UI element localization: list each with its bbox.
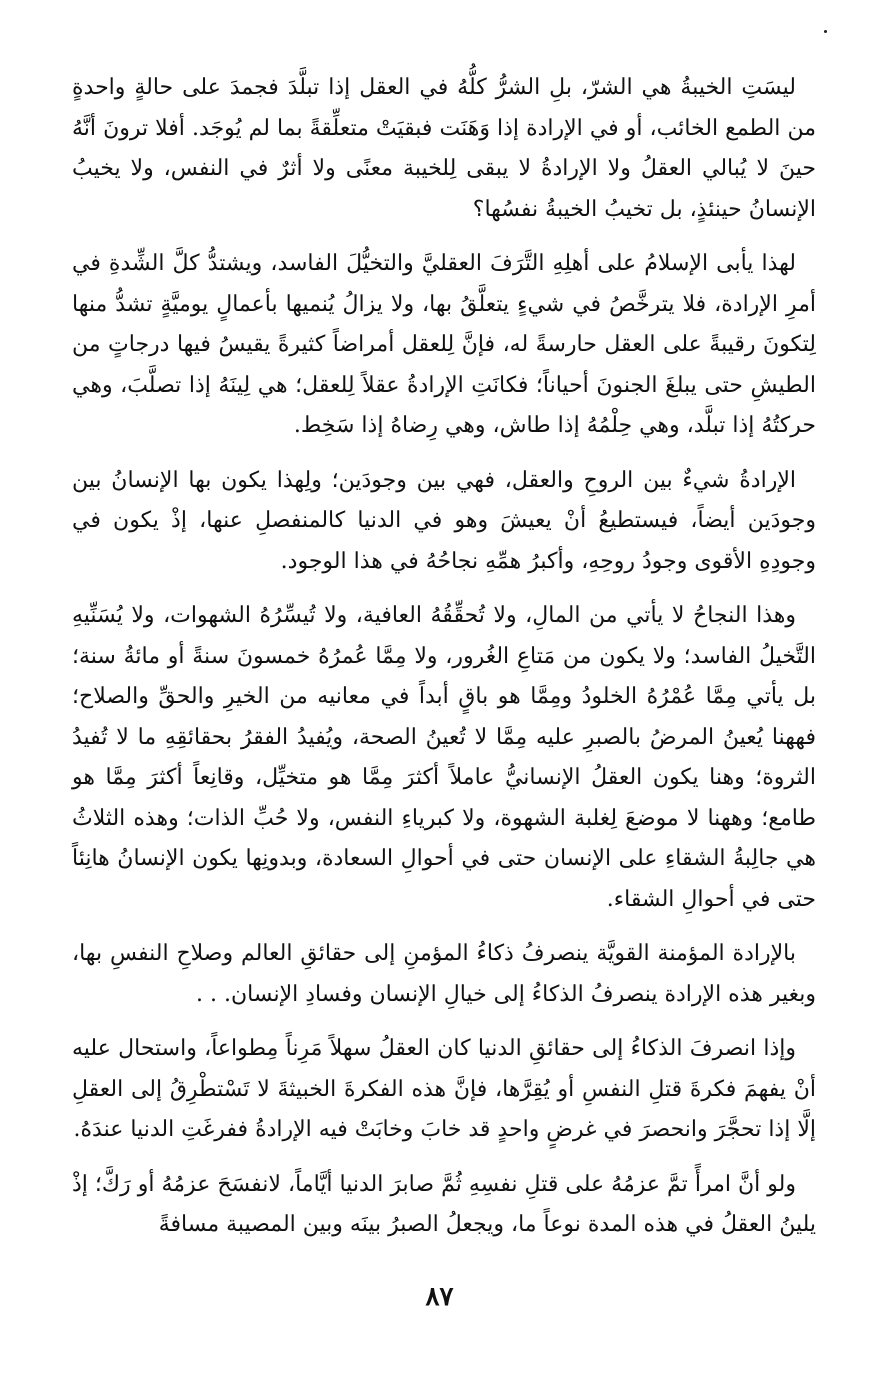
page-number: ٨٧ (425, 1282, 454, 1312)
scan-speck (824, 30, 827, 33)
paragraph-4: وهذا النجاحُ لا يأتي من المالِ، ولا تُحقِّقُهُ العافية، ولا تُيسِّرُهُ الشهوات، ولا يُسَنِّيهِ التَّخيلُ الفاسد؛ ولا يكون من مَتاعِ الغُرور، ولا مِمَّا عُمرُهُ خمسونَ سنةً أو مائةُ سنة؛ بل يأتي مِمَّا عُمْرُهُ الخلودُ ومِمَّا هو باقٍ أبداً في معانيه من الخيرِ والحقِّ والصلاح؛ فههنا يُعينُ المرضُ بالصبرِ عليه مِمَّا لا تُعينُ الصحة، ويُفيدُ الفقرُ بحقائقِهِ ما لا تُفيدُ الثروة؛ وهنا يكون العقلُ الإنسانيُّ عاملاً أكثرَ مِمَّا هو متخيِّل، وقانِعاً أكثرَ مِمَّا هو طامع؛ وههنا لا موضعَ لِغلبة الشهوة، ولا كبرياءِ النفس، ولا حُبِّ الذات؛ وهذه الثلاثُ هي جالِبةُ الشقاءِ على الإنسان حتى في أحوالِ السعادة، وبدونِها يكون الإنسانُ هانِئاً حتى في أحوالِ الشقاء. (72, 603, 816, 912)
page-body (72, 68, 816, 1260)
paragraph-6: وإذا انصرفَ الذكاءُ إلى حقائقِ الدنيا كان العقلُ سهلاً مَرِناً مِطواعاً، واستحال عليه أنْ يفهمَ فكرةَ قتلِ النفسِ أو يُقِرَّها، فإنَّ هذه الفكرةَ الخبيثةَ لا تَسْتطْرِقُ إلى العقلِ إلَّا إذا تحجَّرَ وانحصرَ في غرضٍ واحدٍ قد خابَ وخابَتْ فيه الإرادةُ ففرغَتِ الدنيا عندَهُ. (72, 1036, 816, 1142)
paragraph-3: الإرادةُ شيءٌ بين الروحِ والعقل، فهي بين وجودَين؛ ولِهذا يكون بها الإنسانُ بين وجودَين أيضاً، فيستطيعُ أنْ يعيشَ وهو في الدنيا كالمنفصلِ عنها، إذْ يكون في وجودِهِ الأقوى وجودُ روحِهِ، وأكبرُ همِّهِ نجاحُهُ في هذا الوجود. (72, 467, 816, 574)
paragraph-1: ليسَتِ الخيبةُ هي الشرّ، بلِ الشرُّ كلُّهُ في العقل إذا تبلَّدَ فجمدَ على حالةٍ واحدةٍ من الطمع الخائب، أو في الإرادة إذا وَهَنَت فبقيَتْ متعلِّقةً بما لم يُوجَد. أفلا ترونَ أنَّهُ حينَ لا يُبالي العقلُ ولا الإرادةُ لا يبقى لِلخيبة معنًى ولا أثرٌ في النفس، ولا يخيبُ الإنسانُ حينئذٍ، بل تخيبُ الخيبةُ نفسُها؟ (72, 75, 816, 222)
paragraph-7: ولو أنَّ امرأً تمَّ عزمُهُ على قتلِ نفسِهِ ثُمَّ صابرَ الدنيا أيَّاماً، لانفسَحَ عزمُهُ أو رَكَّ؛ إذْ يلينُ العقلُ في هذه المدة نوعاً ما، ويجعلُ الصبرُ بينَه وبين المصيبة مسافةً (72, 1171, 816, 1237)
paragraph-2: لهذا يأبى الإسلامُ على أهلِهِ التَّرَفَ العقليَّ والتخيُّلَ الفاسد، ويشتدُّ كلَّ الشِّدةِ في أمرِ الإرادة، فلا يترخَّصُ في شيءٍ يتعلَّقُ بها، ولا يزالُ يُنميها بأعمالٍ يوميَّةٍ تشدُّ منها لِتكونَ رقيبةً على العقل حارسةً له، فإنَّ لِلعقل أمراضاً كثيرةً يقيسُ فيها درجاتٍ من الطيشِ حتى يبلغَ الجنونَ أحياناً؛ فكانَتِ الإرادةُ عقلاً لِلعقل؛ هي لِينَهُ إذا تصلَّبَ، وهي حركتُهُ إذا تبلَّد، وهي حِلْمُهُ إذا طاش، وهي رِضاهُ إذا سَخِط. (72, 251, 816, 438)
paragraph-5: بالإرادة المؤمنة القويَّة ينصرفُ ذكاءُ المؤمنِ إلى حقائقِ العالم وصلاحِ النفسِ بها، وبغير هذه الإرادة ينصرفُ الذكاءُ إلى خيالِ الإنسان وفسادِ الإنسان. . . (72, 941, 816, 1007)
